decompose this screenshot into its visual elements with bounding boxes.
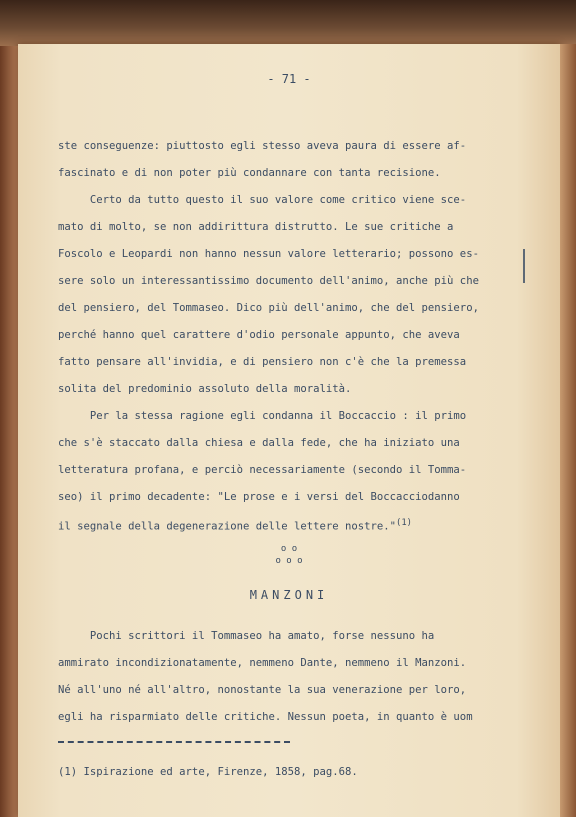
section-heading: MANZONI: [249, 588, 329, 602]
body-line: mato di molto, se non addirittura distrutto. Le sue critiche a: [58, 221, 454, 233]
margin-mark: [523, 249, 525, 283]
body-line: seo) il primo decadente: "Le prose e i versi del Boccacciodanno: [58, 491, 460, 503]
body-line: che s'è staccato dalla chiesa e dalla fede, che ha iniziato una: [58, 437, 460, 449]
footnote-rule: [58, 741, 290, 743]
page-edge: [560, 44, 576, 817]
body-line: [58, 518, 412, 533]
body-line: sere solo un interessantissimo documento dell'animo, anche più che: [58, 275, 479, 287]
separator-bottom: o o o: [275, 556, 303, 566]
body-line: Foscolo e Leopardi non hanno nessun valore letterario; possono es-: [58, 248, 479, 260]
footnote: (1) Ispirazione ed arte, Firenze, 1858, pag.68.: [58, 766, 358, 778]
body-line: fascinato e di non poter più condannare con tanta recisione.: [58, 167, 441, 179]
document-page: [18, 44, 560, 817]
footnote-reference: (1): [396, 518, 412, 528]
body-line-text: il segnale della degenerazione delle lettere nostre.": [58, 520, 397, 533]
section-line: ammirato incondizionatamente, nemmeno Dante, nemmeno il Manzoni.: [58, 657, 467, 669]
body-line: del pensiero, del Tommaseo. Dico più dell'animo, che del pensiero,: [58, 302, 479, 314]
body-line: ste conseguenze: piuttosto egli stesso aveva paura di essere af-: [58, 140, 467, 152]
body-line: perché hanno quel carattere d'odio personale appunto, che aveva: [58, 329, 460, 341]
section-line: Pochi scrittori il Tommaseo ha amato, forse nessuno ha: [58, 630, 435, 642]
body-line: Certo da tutto questo il suo valore come critico viene sce-: [58, 194, 467, 206]
body-line: Per la stessa ragione egli condanna il Boccaccio : il primo: [58, 410, 467, 422]
binding-shadow: [0, 0, 576, 46]
body-line: letteratura profana, e perciò necessariamente (secondo il Tomma-: [58, 464, 467, 476]
page-number: - 71 -: [267, 72, 311, 86]
section-line: Né all'uno né all'altro, nonostante la sua venerazione per loro,: [58, 684, 467, 696]
separator-top: o o: [280, 544, 298, 554]
body-line: solita del predominio assoluto della moralità.: [58, 383, 352, 395]
section-line: egli ha risparmiato delle critiche. Nessun poeta, in quanto è uom: [58, 711, 473, 723]
body-line: fatto pensare all'invidia, e di pensiero non c'è che la premessa: [58, 356, 467, 368]
